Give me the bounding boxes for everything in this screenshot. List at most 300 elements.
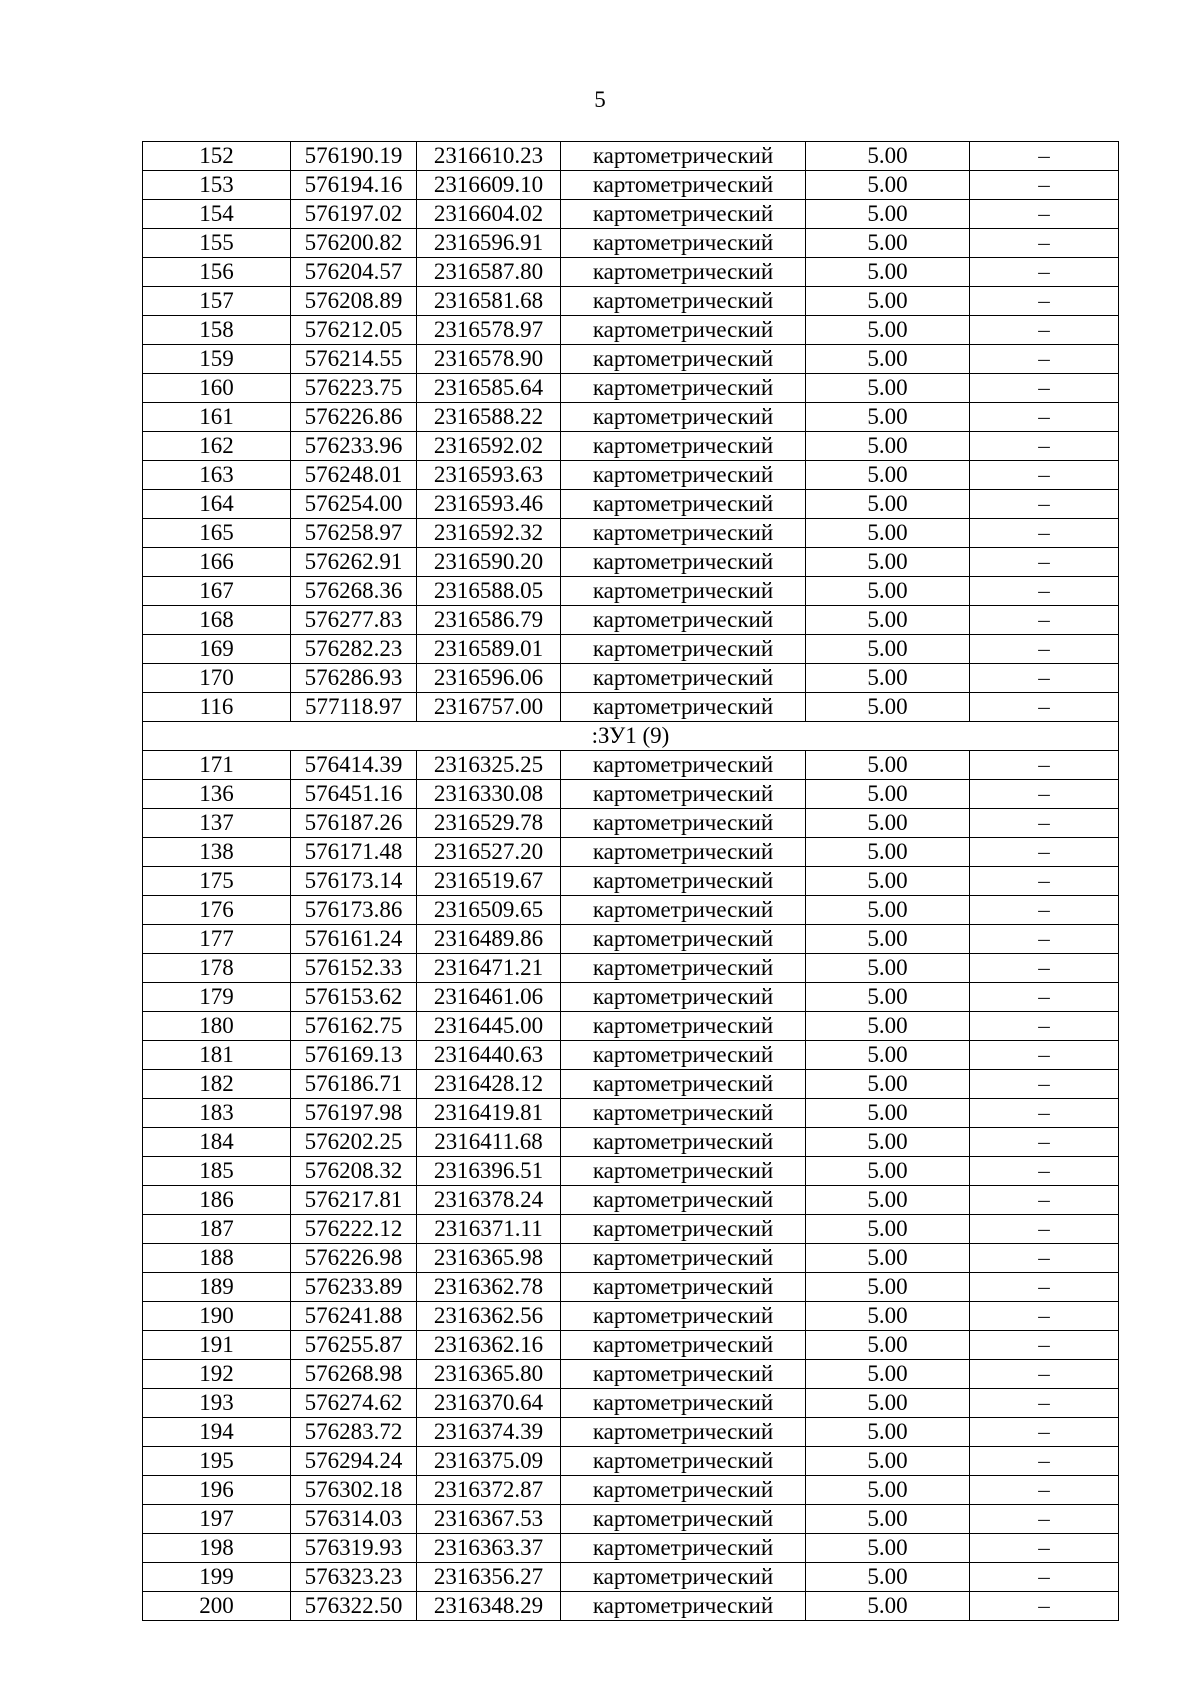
table-row: [143, 751, 1119, 780]
accuracy-cell: 5.00: [806, 258, 970, 287]
table-row: [143, 1505, 1119, 1534]
accuracy-cell: 5.00: [806, 983, 970, 1012]
method-cell: картометрический: [561, 287, 806, 316]
y-coordinate-cell: 2316578.90: [417, 345, 561, 374]
x-coordinate-cell: 576302.18: [291, 1476, 417, 1505]
method-cell: картометрический: [561, 1505, 806, 1534]
method-cell: картометрический: [561, 1389, 806, 1418]
accuracy-cell: 5.00: [806, 1360, 970, 1389]
x-coordinate-cell: 576282.23: [291, 635, 417, 664]
description-cell: –: [970, 461, 1119, 490]
y-coordinate-cell: 2316471.21: [417, 954, 561, 983]
description-cell: –: [970, 838, 1119, 867]
accuracy-cell: 5.00: [806, 925, 970, 954]
method-cell: картометрический: [561, 1070, 806, 1099]
accuracy-cell: 5.00: [806, 1070, 970, 1099]
description-cell: –: [970, 1186, 1119, 1215]
x-coordinate-cell: 576161.24: [291, 925, 417, 954]
point-number-cell: 156: [143, 258, 291, 287]
x-coordinate-cell: 576262.91: [291, 548, 417, 577]
description-cell: –: [970, 606, 1119, 635]
y-coordinate-cell: 2316609.10: [417, 171, 561, 200]
y-coordinate-cell: 2316592.02: [417, 432, 561, 461]
accuracy-cell: 5.00: [806, 577, 970, 606]
description-cell: –: [970, 1360, 1119, 1389]
point-number-cell: 169: [143, 635, 291, 664]
description-cell: –: [970, 316, 1119, 345]
y-coordinate-cell: 2316604.02: [417, 200, 561, 229]
table-row: [143, 1099, 1119, 1128]
description-cell: –: [970, 1041, 1119, 1070]
description-cell: –: [970, 403, 1119, 432]
y-coordinate-cell: 2316419.81: [417, 1099, 561, 1128]
x-coordinate-cell: 576294.24: [291, 1447, 417, 1476]
accuracy-cell: 5.00: [806, 1215, 970, 1244]
table-row: [143, 664, 1119, 693]
method-cell: картометрический: [561, 200, 806, 229]
method-cell: картометрический: [561, 635, 806, 664]
point-number-cell: 164: [143, 490, 291, 519]
table-row: [143, 838, 1119, 867]
accuracy-cell: 5.00: [806, 287, 970, 316]
accuracy-cell: 5.00: [806, 1592, 970, 1621]
method-cell: картометрический: [561, 1273, 806, 1302]
description-cell: –: [970, 1534, 1119, 1563]
point-number-cell: 157: [143, 287, 291, 316]
table-row: [143, 809, 1119, 838]
point-number-cell: 178: [143, 954, 291, 983]
table-row: [143, 1331, 1119, 1360]
table-row: [143, 867, 1119, 896]
method-cell: картометрический: [561, 751, 806, 780]
accuracy-cell: 5.00: [806, 461, 970, 490]
y-coordinate-cell: 2316519.67: [417, 867, 561, 896]
y-coordinate-cell: 2316527.20: [417, 838, 561, 867]
method-cell: картометрический: [561, 1099, 806, 1128]
point-number-cell: 168: [143, 606, 291, 635]
point-number-cell: 179: [143, 983, 291, 1012]
y-coordinate-cell: 2316489.86: [417, 925, 561, 954]
method-cell: картометрический: [561, 490, 806, 519]
accuracy-cell: 5.00: [806, 1244, 970, 1273]
accuracy-cell: 5.00: [806, 867, 970, 896]
accuracy-cell: 5.00: [806, 1331, 970, 1360]
table-row: [143, 1157, 1119, 1186]
method-cell: картометрический: [561, 316, 806, 345]
accuracy-cell: 5.00: [806, 751, 970, 780]
y-coordinate-cell: 2316370.64: [417, 1389, 561, 1418]
x-coordinate-cell: 576314.03: [291, 1505, 417, 1534]
description-cell: –: [970, 345, 1119, 374]
table-row: [143, 490, 1119, 519]
accuracy-cell: 5.00: [806, 1157, 970, 1186]
accuracy-cell: 5.00: [806, 664, 970, 693]
x-coordinate-cell: 576286.93: [291, 664, 417, 693]
method-cell: картометрический: [561, 606, 806, 635]
point-number-cell: 180: [143, 1012, 291, 1041]
table-row: [143, 635, 1119, 664]
x-coordinate-cell: 576414.39: [291, 751, 417, 780]
x-coordinate-cell: 577118.97: [291, 693, 417, 722]
table-row: [143, 1418, 1119, 1447]
y-coordinate-cell: 2316587.80: [417, 258, 561, 287]
accuracy-cell: 5.00: [806, 606, 970, 635]
point-number-cell: 137: [143, 809, 291, 838]
table-row: [143, 896, 1119, 925]
table-row: [143, 432, 1119, 461]
y-coordinate-cell: 2316356.27: [417, 1563, 561, 1592]
method-cell: картометрический: [561, 461, 806, 490]
point-number-cell: 193: [143, 1389, 291, 1418]
y-coordinate-cell: 2316578.97: [417, 316, 561, 345]
table-row: [143, 548, 1119, 577]
x-coordinate-cell: 576169.13: [291, 1041, 417, 1070]
accuracy-cell: 5.00: [806, 1389, 970, 1418]
description-cell: –: [970, 1215, 1119, 1244]
point-number-cell: 152: [143, 142, 291, 171]
y-coordinate-cell: 2316596.06: [417, 664, 561, 693]
point-number-cell: 175: [143, 867, 291, 896]
table-row: [143, 345, 1119, 374]
x-coordinate-cell: 576322.50: [291, 1592, 417, 1621]
point-number-cell: 190: [143, 1302, 291, 1331]
accuracy-cell: 5.00: [806, 1534, 970, 1563]
description-cell: –: [970, 171, 1119, 200]
x-coordinate-cell: 576277.83: [291, 606, 417, 635]
x-coordinate-cell: 576226.86: [291, 403, 417, 432]
table-row: [143, 1360, 1119, 1389]
x-coordinate-cell: 576197.02: [291, 200, 417, 229]
x-coordinate-cell: 576214.55: [291, 345, 417, 374]
method-cell: картометрический: [561, 1418, 806, 1447]
point-number-cell: 183: [143, 1099, 291, 1128]
y-coordinate-cell: 2316440.63: [417, 1041, 561, 1070]
accuracy-cell: 5.00: [806, 548, 970, 577]
accuracy-cell: 5.00: [806, 490, 970, 519]
x-coordinate-cell: 576187.26: [291, 809, 417, 838]
description-cell: –: [970, 548, 1119, 577]
point-number-cell: 171: [143, 751, 291, 780]
x-coordinate-cell: 576233.89: [291, 1273, 417, 1302]
point-number-cell: 116: [143, 693, 291, 722]
point-number-cell: 166: [143, 548, 291, 577]
table-row: [143, 925, 1119, 954]
point-number-cell: 170: [143, 664, 291, 693]
description-cell: –: [970, 1302, 1119, 1331]
y-coordinate-cell: 2316586.79: [417, 606, 561, 635]
description-cell: –: [970, 287, 1119, 316]
method-cell: картометрический: [561, 664, 806, 693]
y-coordinate-cell: 2316596.91: [417, 229, 561, 258]
x-coordinate-cell: 576233.96: [291, 432, 417, 461]
method-cell: картометрический: [561, 403, 806, 432]
table-row: [143, 1186, 1119, 1215]
table-row: [143, 1273, 1119, 1302]
x-coordinate-cell: 576212.05: [291, 316, 417, 345]
x-coordinate-cell: 576208.32: [291, 1157, 417, 1186]
method-cell: картометрический: [561, 374, 806, 403]
accuracy-cell: 5.00: [806, 1302, 970, 1331]
description-cell: –: [970, 1418, 1119, 1447]
y-coordinate-cell: 2316589.01: [417, 635, 561, 664]
accuracy-cell: 5.00: [806, 403, 970, 432]
table-row: [143, 1012, 1119, 1041]
method-cell: картометрический: [561, 1476, 806, 1505]
description-cell: –: [970, 519, 1119, 548]
description-cell: –: [970, 867, 1119, 896]
y-coordinate-cell: 2316348.29: [417, 1592, 561, 1621]
y-coordinate-cell: 2316411.68: [417, 1128, 561, 1157]
point-number-cell: 154: [143, 200, 291, 229]
method-cell: картометрический: [561, 1157, 806, 1186]
table-row: [143, 1534, 1119, 1563]
x-coordinate-cell: 576319.93: [291, 1534, 417, 1563]
x-coordinate-cell: 576258.97: [291, 519, 417, 548]
page-number: 5: [594, 87, 606, 112]
description-cell: –: [970, 1476, 1119, 1505]
table-row: [143, 1215, 1119, 1244]
table-row: [143, 780, 1119, 809]
y-coordinate-cell: 2316378.24: [417, 1186, 561, 1215]
description-cell: –: [970, 258, 1119, 287]
description-cell: –: [970, 983, 1119, 1012]
description-cell: –: [970, 925, 1119, 954]
point-number-cell: 198: [143, 1534, 291, 1563]
accuracy-cell: 5.00: [806, 200, 970, 229]
description-cell: –: [970, 200, 1119, 229]
point-number-cell: 136: [143, 780, 291, 809]
description-cell: –: [970, 1505, 1119, 1534]
y-coordinate-cell: 2316396.51: [417, 1157, 561, 1186]
accuracy-cell: 5.00: [806, 896, 970, 925]
description-cell: –: [970, 1592, 1119, 1621]
table-row: [143, 374, 1119, 403]
accuracy-cell: 5.00: [806, 1012, 970, 1041]
table-row: [143, 1070, 1119, 1099]
y-coordinate-cell: 2316581.68: [417, 287, 561, 316]
method-cell: картометрический: [561, 1244, 806, 1273]
point-number-cell: 196: [143, 1476, 291, 1505]
point-number-cell: 153: [143, 171, 291, 200]
point-number-cell: 194: [143, 1418, 291, 1447]
point-number-cell: 197: [143, 1505, 291, 1534]
accuracy-cell: 5.00: [806, 954, 970, 983]
method-cell: картометрический: [561, 229, 806, 258]
y-coordinate-cell: 2316590.20: [417, 548, 561, 577]
method-cell: картометрический: [561, 1360, 806, 1389]
accuracy-cell: 5.00: [806, 142, 970, 171]
method-cell: картометрический: [561, 867, 806, 896]
point-number-cell: 176: [143, 896, 291, 925]
method-cell: картометрический: [561, 983, 806, 1012]
description-cell: –: [970, 1070, 1119, 1099]
x-coordinate-cell: 576186.71: [291, 1070, 417, 1099]
table-row: [143, 606, 1119, 635]
point-number-cell: 200: [143, 1592, 291, 1621]
point-number-cell: 165: [143, 519, 291, 548]
accuracy-cell: 5.00: [806, 1563, 970, 1592]
point-number-cell: 181: [143, 1041, 291, 1070]
point-number-cell: 162: [143, 432, 291, 461]
table-row: [143, 1128, 1119, 1157]
method-cell: картометрический: [561, 432, 806, 461]
description-cell: –: [970, 693, 1119, 722]
point-number-cell: 186: [143, 1186, 291, 1215]
point-number-cell: 167: [143, 577, 291, 606]
method-cell: картометрический: [561, 1592, 806, 1621]
x-coordinate-cell: 576204.57: [291, 258, 417, 287]
point-number-cell: 177: [143, 925, 291, 954]
x-coordinate-cell: 576274.62: [291, 1389, 417, 1418]
method-cell: картометрический: [561, 838, 806, 867]
table-row: [143, 287, 1119, 316]
description-cell: –: [970, 1273, 1119, 1302]
table-row: [143, 983, 1119, 1012]
y-coordinate-cell: 2316529.78: [417, 809, 561, 838]
x-coordinate-cell: 576173.14: [291, 867, 417, 896]
accuracy-cell: 5.00: [806, 316, 970, 345]
accuracy-cell: 5.00: [806, 809, 970, 838]
description-cell: –: [970, 1012, 1119, 1041]
table-row: [143, 954, 1119, 983]
section-header-row: [143, 722, 1119, 751]
y-coordinate-cell: 2316367.53: [417, 1505, 561, 1534]
x-coordinate-cell: 576241.88: [291, 1302, 417, 1331]
x-coordinate-cell: 576451.16: [291, 780, 417, 809]
method-cell: картометрический: [561, 1331, 806, 1360]
point-number-cell: 192: [143, 1360, 291, 1389]
description-cell: –: [970, 1331, 1119, 1360]
x-coordinate-cell: 576323.23: [291, 1563, 417, 1592]
x-coordinate-cell: 576202.25: [291, 1128, 417, 1157]
table-row: [143, 200, 1119, 229]
method-cell: картометрический: [561, 896, 806, 925]
table-row: [143, 577, 1119, 606]
accuracy-cell: 5.00: [806, 1505, 970, 1534]
description-cell: –: [970, 1244, 1119, 1273]
description-cell: –: [970, 1128, 1119, 1157]
point-number-cell: 158: [143, 316, 291, 345]
y-coordinate-cell: 2316593.63: [417, 461, 561, 490]
description-cell: –: [970, 780, 1119, 809]
description-cell: –: [970, 142, 1119, 171]
accuracy-cell: 5.00: [806, 1099, 970, 1128]
point-number-cell: 189: [143, 1273, 291, 1302]
table-body: [143, 142, 1119, 1621]
y-coordinate-cell: 2316757.00: [417, 693, 561, 722]
point-number-cell: 188: [143, 1244, 291, 1273]
method-cell: картометрический: [561, 548, 806, 577]
method-cell: картометрический: [561, 171, 806, 200]
y-coordinate-cell: 2316509.65: [417, 896, 561, 925]
table-row: [143, 258, 1119, 287]
x-coordinate-cell: 576226.98: [291, 1244, 417, 1273]
y-coordinate-cell: 2316461.06: [417, 983, 561, 1012]
description-cell: –: [970, 1157, 1119, 1186]
x-coordinate-cell: 576197.98: [291, 1099, 417, 1128]
method-cell: картометрический: [561, 693, 806, 722]
table-row: [143, 229, 1119, 258]
x-coordinate-cell: 576153.62: [291, 983, 417, 1012]
table-row: [143, 142, 1119, 171]
accuracy-cell: 5.00: [806, 374, 970, 403]
table-row: [143, 693, 1119, 722]
description-cell: –: [970, 1447, 1119, 1476]
x-coordinate-cell: 576268.36: [291, 577, 417, 606]
method-cell: картометрический: [561, 345, 806, 374]
table-row: [143, 1389, 1119, 1418]
description-cell: –: [970, 664, 1119, 693]
accuracy-cell: 5.00: [806, 635, 970, 664]
accuracy-cell: 5.00: [806, 519, 970, 548]
method-cell: картометрический: [561, 142, 806, 171]
method-cell: картометрический: [561, 1302, 806, 1331]
point-number-cell: 191: [143, 1331, 291, 1360]
x-coordinate-cell: 576254.00: [291, 490, 417, 519]
y-coordinate-cell: 2316362.56: [417, 1302, 561, 1331]
method-cell: картометрический: [561, 577, 806, 606]
method-cell: картометрический: [561, 519, 806, 548]
accuracy-cell: 5.00: [806, 1186, 970, 1215]
point-number-cell: 199: [143, 1563, 291, 1592]
accuracy-cell: 5.00: [806, 1476, 970, 1505]
description-cell: –: [970, 896, 1119, 925]
method-cell: картометрический: [561, 1012, 806, 1041]
coordinates-table: [142, 141, 1119, 1621]
accuracy-cell: 5.00: [806, 1041, 970, 1070]
method-cell: картометрический: [561, 954, 806, 983]
method-cell: картометрический: [561, 809, 806, 838]
x-coordinate-cell: 576200.82: [291, 229, 417, 258]
point-number-cell: 182: [143, 1070, 291, 1099]
x-coordinate-cell: 576173.86: [291, 896, 417, 925]
table-row: [143, 403, 1119, 432]
x-coordinate-cell: 576222.12: [291, 1215, 417, 1244]
description-cell: –: [970, 809, 1119, 838]
accuracy-cell: 5.00: [806, 1273, 970, 1302]
method-cell: картометрический: [561, 780, 806, 809]
accuracy-cell: 5.00: [806, 345, 970, 374]
x-coordinate-cell: 576283.72: [291, 1418, 417, 1447]
method-cell: картометрический: [561, 1534, 806, 1563]
description-cell: –: [970, 635, 1119, 664]
y-coordinate-cell: 2316588.05: [417, 577, 561, 606]
table-row: [143, 1447, 1119, 1476]
description-cell: –: [970, 374, 1119, 403]
table-row: [143, 461, 1119, 490]
point-number-cell: 163: [143, 461, 291, 490]
y-coordinate-cell: 2316428.12: [417, 1070, 561, 1099]
x-coordinate-cell: 576268.98: [291, 1360, 417, 1389]
y-coordinate-cell: 2316592.32: [417, 519, 561, 548]
section-title: :ЗУ1 (9): [143, 722, 1119, 751]
point-number-cell: 187: [143, 1215, 291, 1244]
table-row: [143, 171, 1119, 200]
description-cell: –: [970, 577, 1119, 606]
method-cell: картометрический: [561, 1186, 806, 1215]
y-coordinate-cell: 2316330.08: [417, 780, 561, 809]
y-coordinate-cell: 2316365.98: [417, 1244, 561, 1273]
x-coordinate-cell: 576217.81: [291, 1186, 417, 1215]
accuracy-cell: 5.00: [806, 780, 970, 809]
x-coordinate-cell: 576248.01: [291, 461, 417, 490]
description-cell: –: [970, 432, 1119, 461]
y-coordinate-cell: 2316325.25: [417, 751, 561, 780]
accuracy-cell: 5.00: [806, 171, 970, 200]
x-coordinate-cell: 576190.19: [291, 142, 417, 171]
description-cell: –: [970, 490, 1119, 519]
x-coordinate-cell: 576171.48: [291, 838, 417, 867]
